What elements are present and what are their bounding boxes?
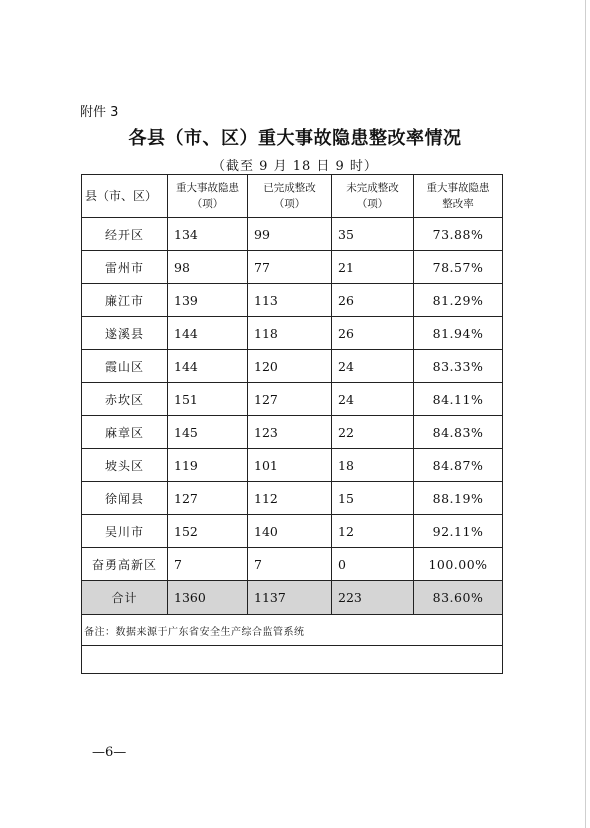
total-label: 合计: [82, 581, 168, 615]
county-cell: 奋勇高新区: [82, 548, 168, 581]
table-note-row: [82, 615, 503, 646]
table-row: [82, 218, 503, 251]
uncompleted-cell: 35: [332, 218, 414, 251]
uncompleted-cell: 15: [332, 482, 414, 515]
uncompleted-cell: 24: [332, 350, 414, 383]
hazards-cell: 119: [168, 449, 248, 482]
table-row: [82, 548, 503, 581]
county-cell: 徐闻县: [82, 482, 168, 515]
rate-cell: 92.11%: [414, 515, 503, 548]
document-title: 各县（市、区）重大事故隐患整改率情况: [128, 128, 462, 149]
header-rate: 重大事故隐患 整改率: [414, 175, 503, 218]
uncompleted-cell: 22: [332, 416, 414, 449]
uncompleted-cell: 12: [332, 515, 414, 548]
table-row: [82, 317, 503, 350]
completed-cell: 127: [248, 383, 332, 416]
table-header-row: [82, 175, 503, 218]
county-cell: 赤坎区: [82, 383, 168, 416]
completed-cell: 140: [248, 515, 332, 548]
completed-cell: 120: [248, 350, 332, 383]
county-cell: 经开区: [82, 218, 168, 251]
uncompleted-cell: 18: [332, 449, 414, 482]
hazards-cell: 134: [168, 218, 248, 251]
total-uncompleted: 223: [332, 581, 414, 615]
hazards-cell: 152: [168, 515, 248, 548]
total-hazards: 1360: [168, 581, 248, 615]
table-row: [82, 251, 503, 284]
document-subtitle: （截至 9 月 18 日 9 时）: [212, 159, 378, 174]
rate-cell: 78.57%: [414, 251, 503, 284]
table-row: [82, 482, 503, 515]
table-row: [82, 449, 503, 482]
page-number: —6—: [92, 745, 127, 760]
county-cell: 雷州市: [82, 251, 168, 284]
rate-cell: 81.94%: [414, 317, 503, 350]
rate-cell: 84.11%: [414, 383, 503, 416]
completed-cell: 113: [248, 284, 332, 317]
hazards-cell: 7: [168, 548, 248, 581]
hazards-cell: 139: [168, 284, 248, 317]
rate-cell: 84.87%: [414, 449, 503, 482]
county-cell: 霞山区: [82, 350, 168, 383]
uncompleted-cell: 26: [332, 284, 414, 317]
total-completed: 1137: [248, 581, 332, 615]
completed-cell: 118: [248, 317, 332, 350]
hazards-cell: 127: [168, 482, 248, 515]
header-completed: 已完成整改 （项）: [248, 175, 332, 218]
total-rate: 83.60%: [414, 581, 503, 615]
rate-cell: 88.19%: [414, 482, 503, 515]
uncompleted-cell: 26: [332, 317, 414, 350]
table-blank-area: [81, 645, 503, 674]
table-total-row: [82, 581, 503, 615]
rate-cell: 83.33%: [414, 350, 503, 383]
uncompleted-cell: 21: [332, 251, 414, 284]
county-cell: 坡头区: [82, 449, 168, 482]
table-row: [82, 284, 503, 317]
table-row: [82, 383, 503, 416]
completed-cell: 101: [248, 449, 332, 482]
completed-cell: 99: [248, 218, 332, 251]
rate-cell: 100.00%: [414, 548, 503, 581]
table-row: [82, 350, 503, 383]
completed-cell: 112: [248, 482, 332, 515]
uncompleted-cell: 24: [332, 383, 414, 416]
completed-cell: 7: [248, 548, 332, 581]
county-cell: 廉江市: [82, 284, 168, 317]
attachment-label: 附件 3: [80, 105, 119, 120]
hazards-cell: 98: [168, 251, 248, 284]
county-cell: 遂溪县: [82, 317, 168, 350]
rate-cell: 84.83%: [414, 416, 503, 449]
hazards-cell: 144: [168, 317, 248, 350]
header-uncompleted: 未完成整改 （项）: [332, 175, 414, 218]
hazards-cell: 151: [168, 383, 248, 416]
hazards-cell: 144: [168, 350, 248, 383]
completed-cell: 77: [248, 251, 332, 284]
header-county: 县（市、区）: [82, 175, 168, 218]
rate-cell: 73.88%: [414, 218, 503, 251]
uncompleted-cell: 0: [332, 548, 414, 581]
county-cell: 吴川市: [82, 515, 168, 548]
hazards-cell: 145: [168, 416, 248, 449]
header-hazards: 重大事故隐患 （项）: [168, 175, 248, 218]
rate-cell: 81.29%: [414, 284, 503, 317]
table-note: 备注：数据来源于广东省安全生产综合监管系统: [82, 615, 503, 646]
completed-cell: 123: [248, 416, 332, 449]
table-row: [82, 416, 503, 449]
hazard-rectification-table: [81, 174, 503, 646]
county-cell: 麻章区: [82, 416, 168, 449]
table-row: [82, 515, 503, 548]
